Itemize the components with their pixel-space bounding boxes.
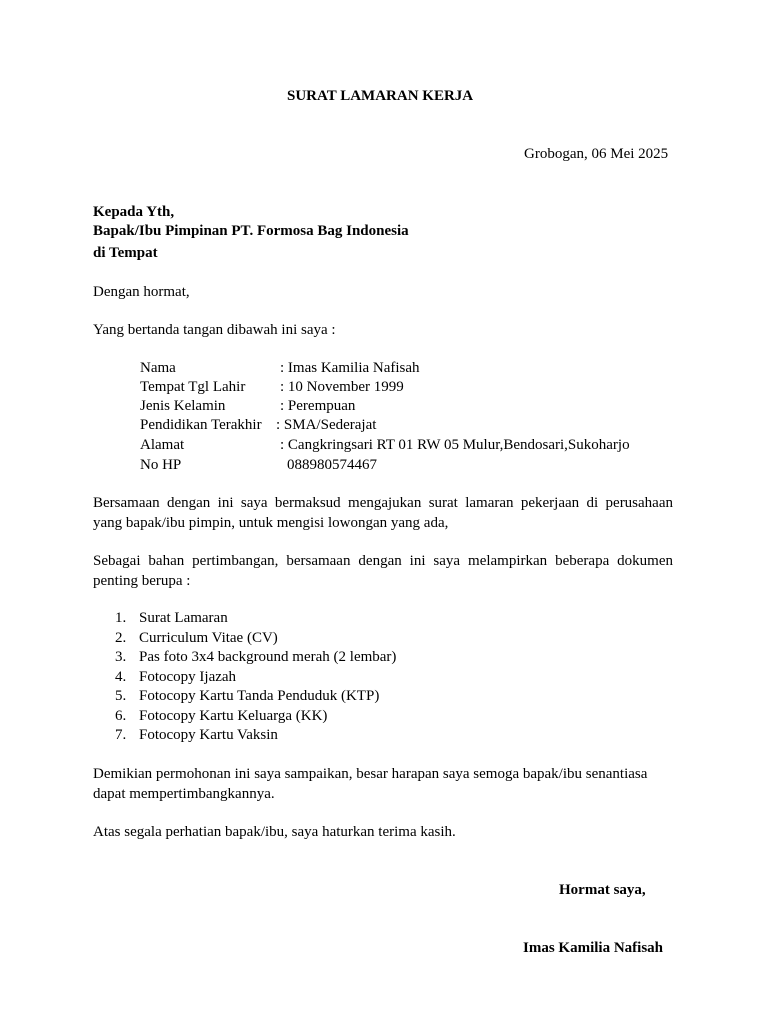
identity-value: : 10 November 1999 (280, 379, 404, 395)
list-text: Pas foto 3x4 background merah (2 lembar) (139, 649, 397, 665)
identity-value: 088980574467 (287, 457, 377, 473)
list-item (115, 648, 396, 668)
list-item (115, 629, 396, 649)
list-number: 1. (115, 610, 127, 626)
list-item (115, 726, 396, 746)
closing-paragraph-line-1: Demikian permohonan ini saya sampaikan, besar harapan saya semoga bapak/ibu senantiasa (93, 766, 648, 782)
thanks-text: Atas segala perhatian bapak/ibu, saya haturkan terima kasih. (93, 824, 456, 840)
list-number: 5. (115, 688, 127, 704)
list-text: Curriculum Vitae (CV) (139, 629, 278, 646)
list-number: 2. (115, 629, 127, 646)
identity-label: No HP (140, 457, 182, 473)
paragraph-1-line-1: Bersamaan dengan ini saya bermaksud mengajukan surat lamaran pekerjaan di perusahaan (93, 495, 673, 511)
identity-label: Jenis Kelamin (140, 398, 226, 414)
identity-value: : Cangkringsari RT 01 RW 05 Mulur,Bendosari,Sukoharjo (280, 437, 630, 453)
greeting: Dengan hormat, (93, 284, 190, 300)
signature-name: Imas Kamilia Nafisah (523, 940, 664, 956)
intro-text: Yang bertanda tangan dibawah ini saya : (93, 322, 336, 338)
identity-label: Nama (140, 360, 176, 376)
identity-row (140, 358, 420, 378)
list-text: Fotocopy Kartu Vaksin (139, 727, 278, 743)
list-text: Fotocopy Ijazah (139, 668, 237, 685)
recipient-line-1: Kepada Yth, (93, 204, 175, 220)
paragraph-2-line-1: Sebagai bahan pertimbangan, bersamaan dengan ini saya melampirkan beberapa dokumen (93, 553, 673, 569)
signature-closing: Hormat saya, (559, 882, 646, 898)
identity-row (140, 455, 377, 475)
letter-title: SURAT LAMARAN KERJA (287, 88, 474, 104)
recipient-line-3: di Tempat (93, 245, 158, 261)
list-number: 7. (115, 727, 127, 743)
identity-value: : Perempuan (280, 398, 356, 414)
paragraph-1-line-2: yang bapak/ibu pimpin, untuk mengisi lowongan yang ada, (93, 515, 449, 531)
list-number: 6. (115, 707, 127, 724)
recipient-line-2: Bapak/Ibu Pimpinan PT. Formosa Bag Indonesia (93, 223, 409, 239)
identity-label: Pendidikan Terakhir (140, 417, 262, 433)
identity-label: Tempat Tgl Lahir (140, 379, 246, 395)
identity-row (140, 396, 355, 416)
list-item (115, 707, 396, 727)
list-text: Surat Lamaran (139, 610, 228, 626)
paragraph-2-line-2: penting berupa : (93, 573, 191, 589)
closing-paragraph-line-2: dapat mempertimbangkannya. (93, 786, 275, 802)
identity-row (140, 377, 404, 397)
list-number: 3. (115, 649, 127, 665)
identity-value: : SMA/Sederajat (276, 417, 377, 433)
list-item (115, 668, 396, 688)
identity-row (140, 415, 376, 435)
list-number: 4. (115, 668, 127, 685)
list-text: Fotocopy Kartu Keluarga (KK) (139, 707, 328, 724)
identity-label: Alamat (140, 437, 185, 453)
list-item (115, 687, 396, 707)
identity-row (140, 435, 630, 455)
identity-value: : Imas Kamilia Nafisah (280, 360, 420, 376)
place-date: Grobogan, 06 Mei 2025 (524, 146, 669, 162)
document-list (115, 609, 396, 746)
list-item (115, 609, 396, 629)
list-text: Fotocopy Kartu Tanda Penduduk (KTP) (139, 688, 380, 704)
